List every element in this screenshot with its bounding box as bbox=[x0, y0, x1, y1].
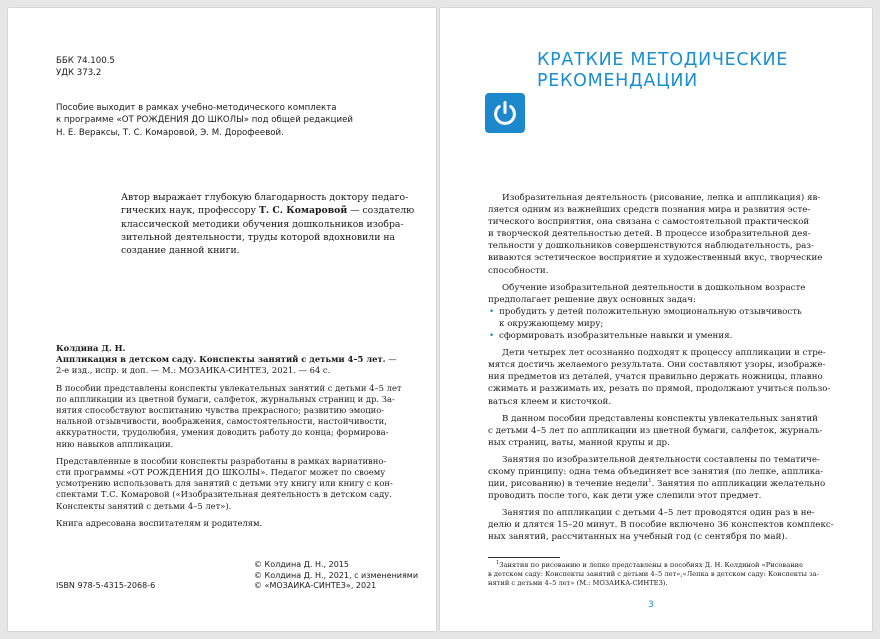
text-line: ных страниц, ваты, манной крупы и др. bbox=[488, 437, 670, 448]
heading-line: РЕКОМЕНДАЦИИ bbox=[537, 70, 698, 91]
classification-codes bbox=[56, 55, 115, 79]
main-text bbox=[488, 192, 838, 544]
text-line: сжимать и разжимать их, резать по прямой, продолжают учиться пользо- bbox=[488, 384, 831, 395]
annotation-line: Представленные в пособии конспекты разработаны в рамках вариативно- bbox=[56, 455, 387, 466]
text-line: Дети четырех лет осознанно подходят к процессу аппликации и стре- bbox=[502, 348, 826, 359]
bibliographic-record bbox=[56, 343, 406, 529]
text-line: ляется одним из важнейших средств познания мира и развития эсте- bbox=[488, 205, 811, 216]
annotation-line: нию навыков аппликации. bbox=[56, 438, 174, 449]
copyright-line: © «МОЗАИКА-СИНТЕЗ», 2021 bbox=[254, 581, 377, 591]
text-line: скому принципу: одна тема объединяет все занятия (по лепке, апплика- bbox=[488, 466, 824, 477]
footnote bbox=[488, 561, 848, 588]
series-line: Пособие выходит в рамках учебно-методического комплекта bbox=[56, 103, 337, 113]
text-line: Занятия по аппликации с детьми 4–5 лет проводятся один раз в не- bbox=[502, 508, 815, 519]
udk-code: УДК 373.2 bbox=[56, 68, 102, 78]
text-line: Занятия по изобразительной деятельности составлены по тематиче- bbox=[502, 454, 820, 465]
text-line: ния предметов из деталей, учатся правильно держать ножницы, плавно bbox=[488, 372, 823, 383]
text-line: Обучение изобразительной деятельности в дошкольном возрасте bbox=[502, 282, 806, 293]
text-line: виваются эстетическое восприятие и художественный вкус, творческие bbox=[488, 253, 823, 264]
bib-title: Аппликация в детском саду. Конспекты занятий с детьми 4–5 лет. bbox=[56, 354, 386, 365]
paragraph-6 bbox=[488, 507, 838, 543]
text-fragment: . Занятия по аппликации желательно bbox=[651, 479, 826, 490]
list-item bbox=[488, 306, 838, 330]
text-line: В данном пособии представлены конспекты увлекательных занятий bbox=[502, 413, 818, 424]
text-line bbox=[488, 478, 838, 490]
series-line: к программе «ОТ РОЖДЕНИЯ ДО ШКОЛЫ» под общей редакцией bbox=[56, 115, 353, 126]
text-fragment: ции, рисованию) в течение недели bbox=[488, 479, 649, 490]
footnote-separator bbox=[488, 557, 560, 558]
bib-title-line bbox=[56, 354, 406, 365]
gratitude-line: зительной деятельности, труды которой вдохновили на bbox=[121, 231, 396, 243]
bib-annotation-1 bbox=[56, 383, 406, 450]
text-line: способности. bbox=[488, 265, 549, 276]
copyright-block bbox=[254, 560, 418, 592]
gratitude-line: создание данной книги. bbox=[121, 245, 240, 257]
bib-annotation-2 bbox=[56, 456, 406, 512]
series-note bbox=[56, 102, 426, 139]
paragraph-4 bbox=[488, 413, 838, 449]
footnote-line: в детском саду: Конспекты занятий с детьми 4–5 лет»,«Лепка в детском саду: Конспекты за- bbox=[488, 570, 820, 578]
annotation-line: нальной отзывчивости, воображения, самостоятельности, настойчивости, bbox=[56, 416, 387, 427]
text-line: тического восприятия, она связана с самостоятельной практической bbox=[488, 217, 810, 228]
gratitude-line bbox=[121, 204, 415, 217]
text-line: Изобразительная деятельность (рисование, лепка и аппликация) яв- bbox=[502, 193, 821, 203]
bib-audience bbox=[56, 518, 406, 529]
text-line: к окружающему миру; bbox=[499, 318, 604, 329]
annotation-line: Книга адресована воспитателям и родителям. bbox=[56, 517, 263, 528]
annotation-line: аккуратности, трудолюбия, умения доводить работу до конца; формирова- bbox=[56, 427, 389, 438]
footnote-text: Занятия по рисованию и лепке представлены в пособиях Д. Н. Колдиной «Рисование bbox=[499, 561, 804, 569]
bullet-dot: • bbox=[489, 306, 495, 317]
bbk-code: ББК 74.100.5 bbox=[56, 56, 115, 66]
professor-name: Т. С. Комаровой bbox=[258, 205, 348, 217]
text-line: предполагает решение двух основных задач: bbox=[488, 294, 696, 305]
gratitude-text: гических наук, профессору bbox=[121, 205, 259, 217]
text-line: мятся достичь желаемого результата. Они составляют узоры, изображе- bbox=[488, 360, 826, 371]
bullet-list bbox=[488, 306, 838, 342]
footnote-marker: 1 bbox=[648, 478, 652, 485]
annotation-line: спектами Т.С. Комаровой («Изобразительная деятельность в детском саду. bbox=[56, 489, 392, 500]
isbn: ISBN 978-5-4315-2068-6 bbox=[56, 581, 156, 590]
gratitude-line: Автор выражает глубокую благодарность доктору педаго- bbox=[121, 192, 409, 203]
footnote-line bbox=[488, 561, 848, 570]
text-line: с детьми 4–5 лет по аппликации из цветной бумаги, салфеток, журналь- bbox=[488, 425, 823, 436]
power-icon-glyph bbox=[485, 93, 525, 133]
text-line: проводить после того, как дети уже слепили этот предмет. bbox=[488, 491, 762, 502]
bib-author: Колдина Д. Н. bbox=[56, 343, 126, 353]
paragraph-1 bbox=[488, 192, 838, 277]
bib-title-dash: — bbox=[385, 354, 397, 365]
annotation-line: Конспекты занятий с детьми 4–5 лет»). bbox=[56, 500, 232, 511]
section-heading bbox=[537, 50, 788, 91]
paragraph-2 bbox=[488, 282, 838, 306]
text-line: тельности у дошкольников совершенствуются наблюдательность, раз- bbox=[488, 241, 814, 252]
text-line: сформировать изобразительные навыки и умения. bbox=[499, 331, 733, 342]
gratitude-note bbox=[121, 191, 415, 257]
power-icon bbox=[485, 93, 525, 133]
text-line: ных занятий, рассчитанных на учебный год (с сентября по май). bbox=[488, 532, 788, 543]
list-item bbox=[488, 330, 838, 342]
page-number: 3 bbox=[648, 600, 654, 610]
copyright-line: © Колдина Д. Н., 2015 bbox=[254, 560, 349, 569]
annotation-line: сти программы «ОТ РОЖДЕНИЯ ДО ШКОЛЫ». Педагог может по своему bbox=[56, 467, 386, 478]
annotation-line: В пособии представлены конспекты увлекательных занятий с детьми 4–5 лет bbox=[56, 382, 402, 393]
footnote-number: 1 bbox=[496, 559, 500, 566]
gratitude-text: — создателю bbox=[347, 205, 415, 217]
paragraph-5 bbox=[488, 454, 838, 502]
right-page bbox=[440, 8, 872, 631]
text-line: ваться клеем и кисточкой. bbox=[488, 396, 612, 407]
heading-line: КРАТКИЕ МЕТОДИЧЕСКИЕ bbox=[537, 50, 789, 70]
bullet-dot: • bbox=[489, 331, 495, 342]
footnote-line: нятий с детьми 4–5 лет» (М.: МОЗАИКА-СИНТЕЗ). bbox=[488, 579, 668, 587]
series-line: Н. Е. Вераксы, Т. С. Комаровой, Э. М. Дорофеевой. bbox=[56, 127, 284, 138]
paragraph-3 bbox=[488, 347, 838, 407]
annotation-line: нятия способствуют воспитанию чувства прекрасного; развитию эмоцио- bbox=[56, 405, 385, 416]
text-line: делю и длятся 15–20 минут. В пособие включено 36 конспектов комплекс- bbox=[488, 520, 834, 531]
annotation-line: усмотрению использовать для занятий с детьми эту книгу или книгу с кон- bbox=[56, 478, 393, 489]
text-line: и творческой деятельностью детей. В процессе изобразительной дея- bbox=[488, 229, 811, 240]
gratitude-line: классической методики обучения дошкольников изобра- bbox=[121, 218, 404, 230]
text-line: пробудить у детей положительную эмоциональную отзывчивость bbox=[499, 306, 802, 317]
left-page bbox=[8, 8, 436, 631]
copyright-line: © Колдина Д. Н., 2021, с изменениями bbox=[254, 570, 419, 580]
annotation-line: по аппликации из цветной бумаги, салфеток, журнальных страниц и др. За- bbox=[56, 393, 395, 404]
bib-imprint: 2-е изд., испр. и доп. — М.: МОЗАИКА-СИНТЕЗ, 2021. — 64 с. bbox=[56, 365, 331, 376]
